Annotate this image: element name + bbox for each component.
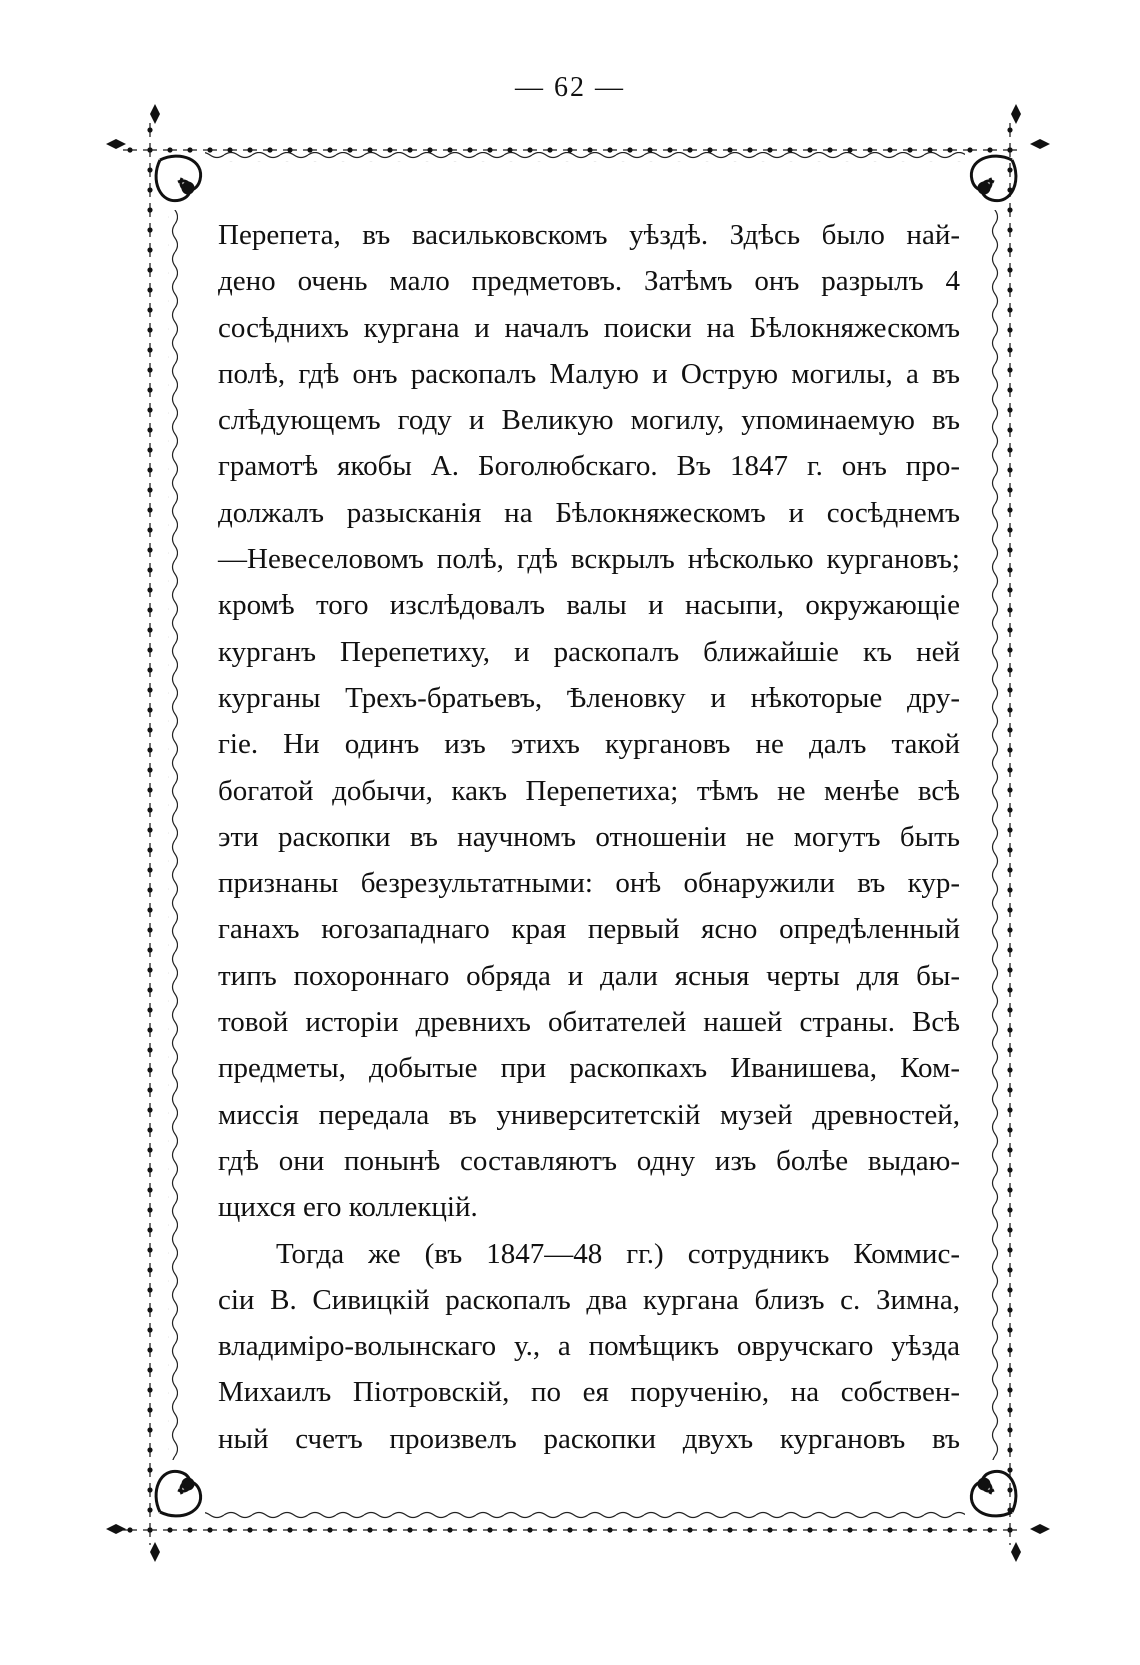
text-line: Перепета, въ васильковскомъ уѣздѣ. Здѣсь было най- xyxy=(218,219,960,251)
text-line: Михаилъ Піотровскій, по ея порученію, на собствен- xyxy=(218,1376,960,1409)
text-line: богатой добычи, какъ Перепетиха; тѣмъ не менѣе всѣ xyxy=(218,774,960,807)
text-line: типъ похороннаго обряда и дали ясныя черты для бы- xyxy=(218,959,960,992)
text-line: предметы, добытые при раскопкахъ Иванишева, Ком- xyxy=(218,1052,960,1085)
left-bead-rule xyxy=(145,120,165,1545)
text-line: грамотѣ якобы А. Боголюбскаго. Въ 1847 г. онъ про- xyxy=(218,450,960,483)
body-text xyxy=(218,212,960,1462)
text-line: ганахъ югозападнаго края первый ясно опредѣленный xyxy=(218,913,960,946)
text-line: владиміро-волынскаго у., а помѣщикъ овручскаго уѣзда xyxy=(218,1330,960,1363)
text-line: должалъ разысканія на Бѣлокняжескомъ и сосѣднемъ xyxy=(218,496,960,529)
text-line: слѣдующемъ году и Великую могилу, упоминаемую въ xyxy=(218,404,960,437)
text-line: гдѣ они понынѣ составляютъ одну изъ болѣе выдаю- xyxy=(218,1144,960,1177)
text-line: дено очень мало предметовъ. Затѣмъ онъ разрылъ 4 xyxy=(218,265,960,298)
right-bead-rule xyxy=(1006,120,1026,1545)
text-line: полѣ, гдѣ онъ раскопалъ Малую и Острую могилы, а въ xyxy=(218,357,960,390)
text-line: —Невеселовомъ полѣ, гдѣ вскрылъ нѣсколько кургановъ; xyxy=(218,543,960,576)
text-line: признаны безрезультатными: онѣ обнаружили въ кур- xyxy=(218,867,960,900)
text-line: ный счетъ произвелъ раскопки двухъ кургановъ въ xyxy=(218,1422,960,1455)
text-line: миссія передала въ университетскій музей древностей, xyxy=(218,1098,960,1131)
text-line: кромѣ того изслѣдовалъ валы и насыпи, окружающіе xyxy=(218,589,960,622)
page-number: — 62 — xyxy=(515,72,625,103)
text-line: гіе. Ни одинъ изъ этихъ кургановъ не далъ такой xyxy=(218,728,960,761)
text-line: Тогда же (въ 1847—48 гг.) сотрудникъ Коммис- xyxy=(276,1237,960,1270)
text-line: щихся его коллекцій. xyxy=(218,1191,478,1224)
text-line: эти раскопки въ научномъ отношеніи не могутъ быть xyxy=(218,820,960,853)
text-line: сіи В. Сивицкій раскопалъ два кургана близъ с. Зимна, xyxy=(218,1283,960,1316)
text-line: товой исторіи древнихъ обитателей нашей страны. Всѣ xyxy=(218,1006,960,1039)
bottom-bead-rule xyxy=(118,1519,1018,1539)
text-line: курганъ Перепетиху, и раскопалъ ближайшіе къ ней xyxy=(218,635,960,668)
text-line: курганы Трехъ-братьевъ, Ѣленовку и нѣкоторые дру- xyxy=(218,681,960,714)
text-line: сосѣднихъ кургана и началъ поиски на Бѣлокняжескомъ xyxy=(218,311,960,344)
top-bead-rule xyxy=(118,134,1018,154)
